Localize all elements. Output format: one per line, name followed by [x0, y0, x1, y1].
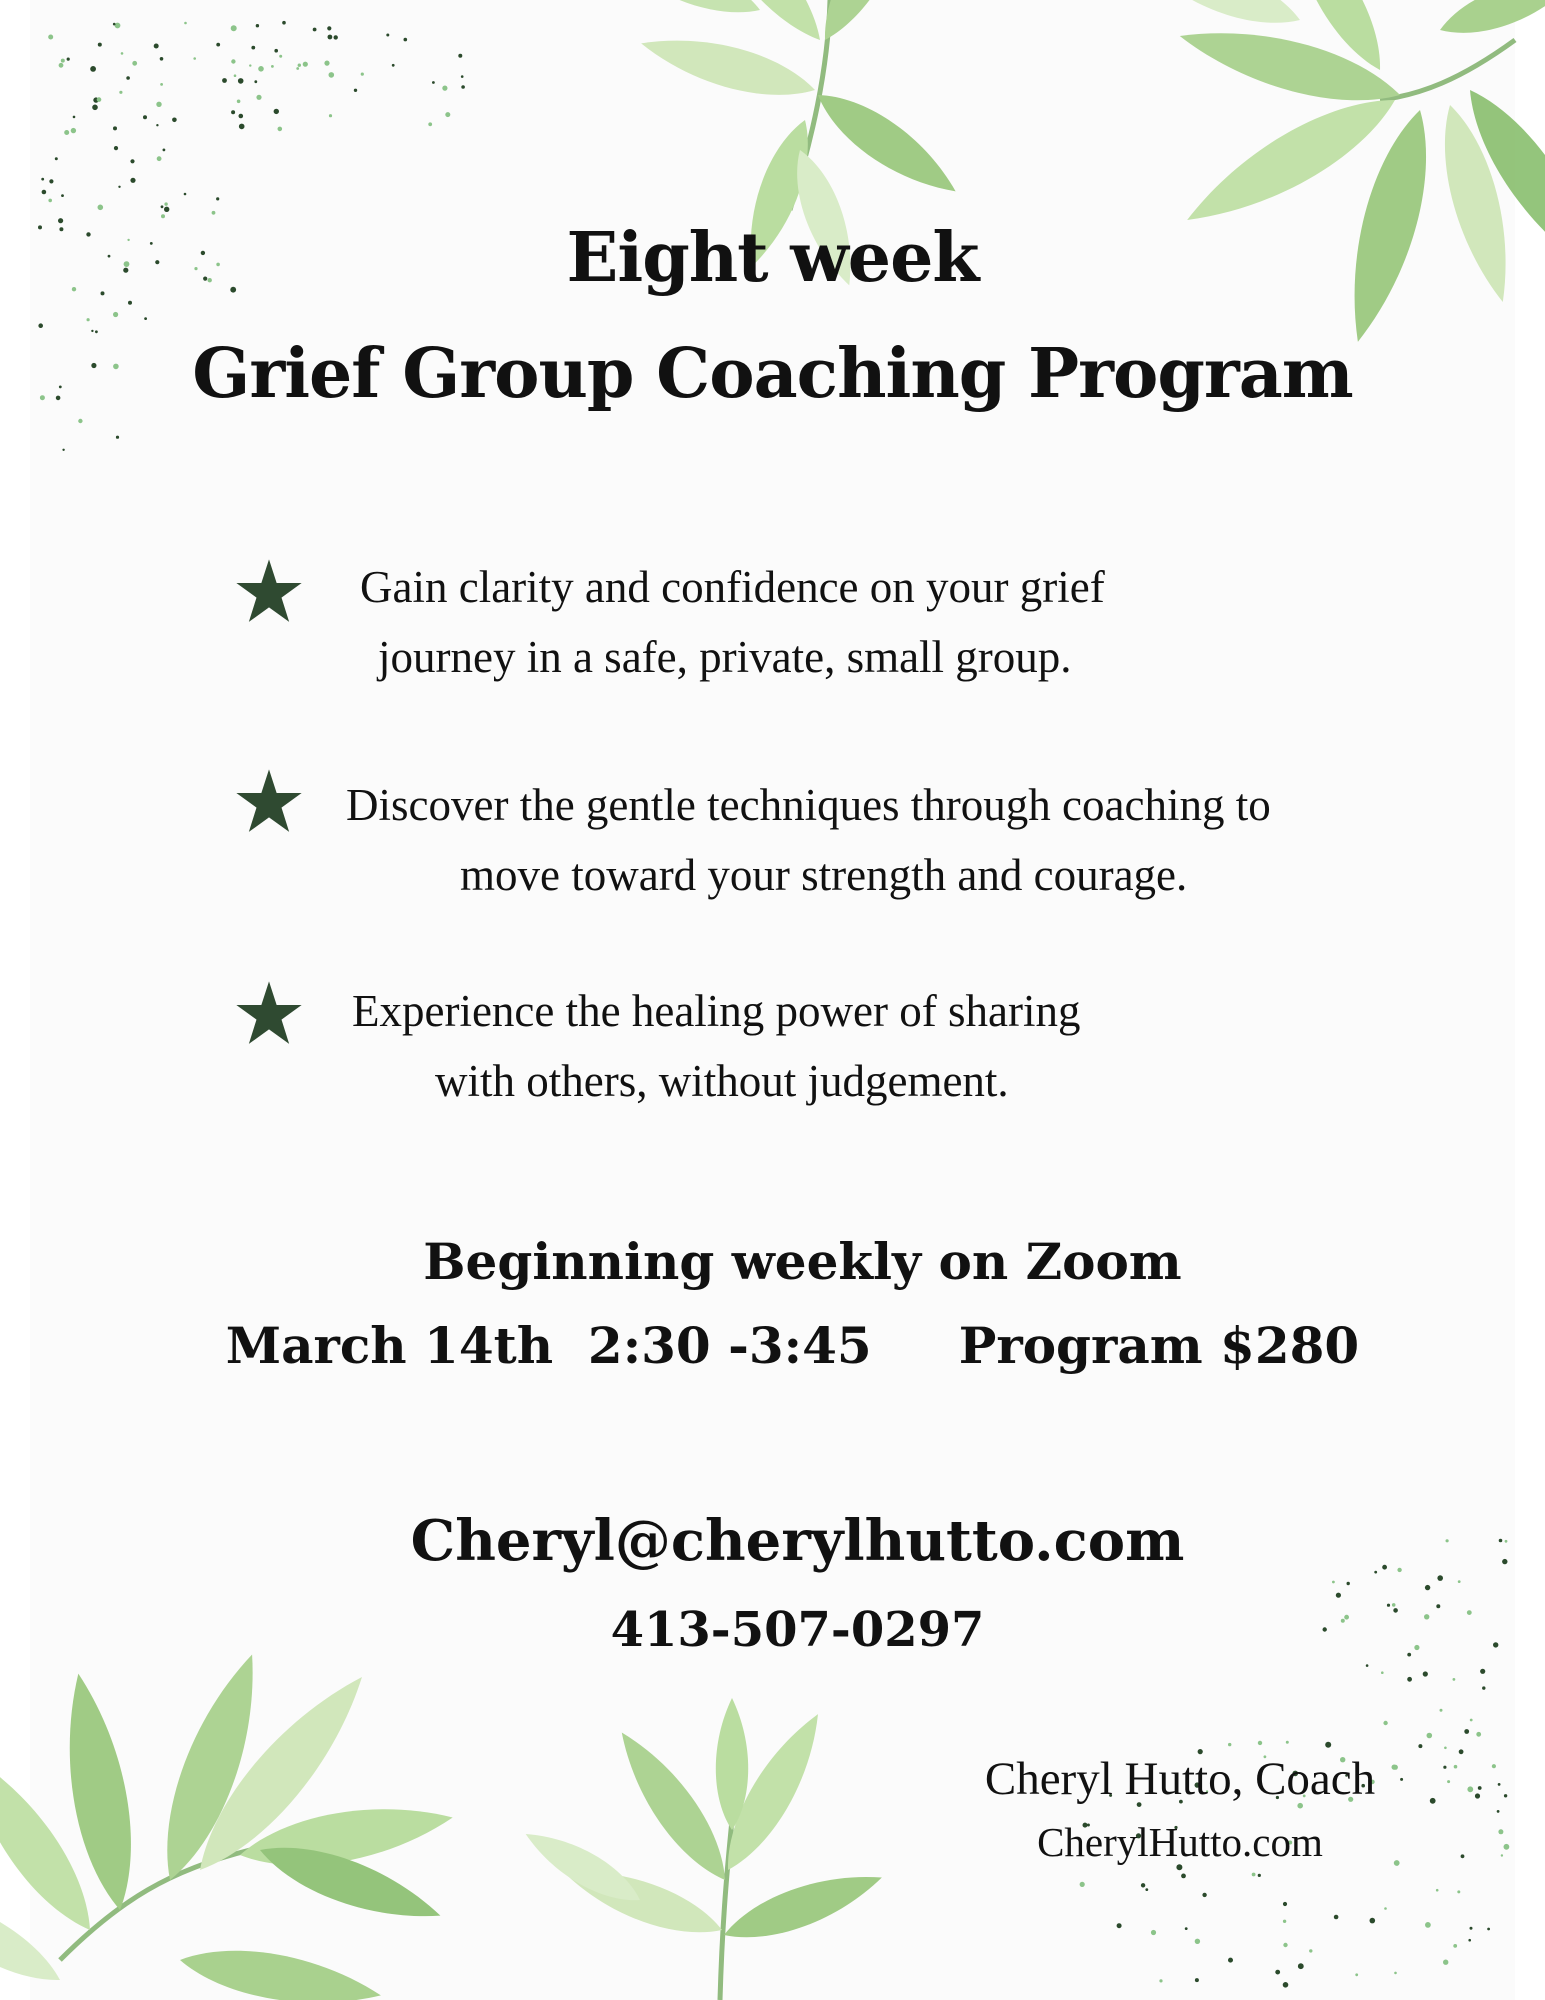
sparkle-dot [1468, 1939, 1471, 1942]
sparkle-dot [55, 157, 58, 160]
schedule-line-2: March 14th 2:30 -3:45 Program $280 [225, 1316, 1360, 1375]
sparkle-dot [87, 318, 90, 321]
sparkle-dot [62, 449, 64, 451]
sparkle-dot [61, 59, 65, 63]
sparkle-dot [256, 95, 261, 100]
sparkle-dot [49, 179, 53, 183]
sparkle-dot [404, 38, 408, 42]
benefit-2-line-2: move toward your strength and courage. [460, 850, 1188, 900]
sparkle-dot [97, 97, 102, 102]
sparkle-dot [212, 211, 216, 215]
sparkle-dot [1497, 1810, 1500, 1813]
sparkle-dot [1425, 1585, 1430, 1590]
title-line-2: Grief Group Coaching Program [192, 334, 1353, 414]
sparkle-dot [329, 114, 332, 117]
sparkle-dot [258, 66, 264, 72]
sparkle-dot [1444, 1747, 1447, 1750]
sparkle-dot [160, 57, 164, 61]
sparkle-dot [90, 66, 96, 72]
sparkle-dot [1492, 1764, 1496, 1768]
sparkle-dot [1228, 1743, 1231, 1746]
sparkle-dot [1258, 1741, 1262, 1745]
sparkle-dot [271, 65, 274, 68]
benefit-1-line-2: journey in a safe, private, small group. [378, 632, 1072, 682]
sparkle-dot [274, 109, 279, 114]
sparkle-dot [1487, 1928, 1490, 1931]
sparkle-dot [73, 116, 76, 119]
schedule-line-1: Beginning weekly on Zoom [423, 1232, 1182, 1291]
sparkle-dot [116, 436, 119, 439]
sparkle-dot [239, 114, 244, 119]
sparkle-dot [458, 54, 462, 58]
sparkle-dot [216, 43, 220, 47]
title-line-1: Eight week [566, 218, 979, 298]
sparkle-dot [1370, 1918, 1376, 1924]
sparkle-dot [91, 330, 93, 332]
sparkle-dot [1457, 1890, 1460, 1893]
star-icon [234, 558, 304, 624]
sparkle-dot [1181, 1874, 1186, 1879]
sparkle-dot [231, 59, 235, 63]
sparkle-dot [386, 34, 389, 37]
sparkle-dot [1470, 1927, 1473, 1930]
sparkle-dot [1159, 1979, 1162, 1982]
sparkle-dot [118, 186, 120, 188]
sparkle-dot [324, 61, 329, 66]
sparkle-dot [231, 110, 235, 114]
sparkle-dot [1436, 1889, 1439, 1892]
sparkle-dot [1334, 1915, 1339, 1920]
sparkle-dot [41, 178, 44, 181]
sparkle-dot [1475, 1793, 1480, 1798]
sparkle-dot [1437, 1575, 1443, 1581]
benefit-3-line-2: with others, without judgement. [435, 1056, 1009, 1106]
sparkle-dot [160, 83, 163, 86]
sparkle-dot [1298, 1963, 1304, 1969]
sparkle-dot [48, 199, 52, 203]
sparkle-dot [428, 122, 432, 126]
sparkle-dot [256, 24, 259, 27]
sparkle-dot [1447, 1780, 1450, 1783]
sparkle-dot [1443, 1960, 1448, 1965]
sparkle-dot [164, 207, 169, 212]
sparkle-dot [1440, 1709, 1443, 1712]
sparkle-dot [1117, 1923, 1122, 1928]
sparkle-dot [327, 26, 331, 30]
benefit-3-line-1: Experience the healing power of sharing [352, 986, 1081, 1036]
sparkle-dot [298, 63, 301, 66]
sparkle-dot [114, 146, 118, 150]
sparkle-dot [132, 61, 137, 66]
sparkle-dot [184, 22, 187, 25]
sparkle-dot [1286, 1741, 1289, 1744]
sparkle-dot [1202, 1893, 1206, 1897]
sparkle-dot [130, 159, 134, 163]
sparkle-dot [164, 202, 167, 205]
sparkle-dot [334, 35, 338, 39]
sparkle-dot [1325, 1742, 1331, 1748]
sparkle-dot [1458, 1580, 1461, 1583]
sparkle-dot [1430, 1798, 1436, 1804]
sparkle-dot [1185, 1927, 1188, 1930]
sparkle-dot [1504, 1844, 1510, 1850]
sparkle-dot [303, 62, 308, 67]
sparkle-dot [92, 105, 98, 111]
sparkle-dot [328, 35, 333, 40]
sparkle-dot [1283, 1943, 1287, 1947]
sparkle-dot [67, 58, 70, 61]
sparkle-dot [1347, 1582, 1350, 1585]
contact-email: Cheryl@cherylhutto.com [410, 1508, 1185, 1574]
sparkle-dot [1478, 1786, 1482, 1790]
signature-website: CherylHutto.com [1037, 1819, 1323, 1865]
sparkle-dot [113, 23, 116, 26]
sparkle-dot [251, 46, 255, 50]
sparkle-dot [1258, 1874, 1261, 1877]
sparkle-dot [1336, 1593, 1341, 1598]
sparkle-dot [1470, 1719, 1473, 1722]
sparkle-dot [1467, 1786, 1473, 1792]
sparkle-dot [216, 197, 219, 200]
sparkle-dot [163, 149, 166, 152]
sparkle-dot [1480, 1669, 1485, 1674]
star-icon [234, 980, 304, 1046]
sparkle-dot [1283, 1982, 1289, 1988]
sparkle-dot [1464, 1729, 1469, 1734]
sparkle-dot [121, 52, 124, 55]
sparkle-dot [38, 323, 43, 328]
sparkle-dot [361, 73, 364, 76]
sparkle-dot [1504, 1794, 1507, 1797]
sparkle-dot [119, 91, 122, 94]
sparkle-dot [156, 124, 158, 126]
sparkle-dot [1252, 1873, 1256, 1877]
sparkle-dot [157, 156, 162, 161]
sparkle-dot [113, 312, 118, 317]
sparkle-dot [279, 55, 282, 58]
sparkle-dot [1384, 1907, 1387, 1910]
sparkle-dot [143, 115, 147, 119]
sparkle-dot [1381, 1671, 1384, 1674]
sparkle-dot [130, 178, 135, 183]
sparkle-dot [1498, 1783, 1501, 1786]
benefit-2-line-1: Discover the gentle techniques through coaching to [346, 780, 1271, 830]
sparkle-dot [1228, 1958, 1233, 1963]
sparkle-dot [128, 301, 132, 305]
sparkle-dot [115, 23, 121, 29]
sparkle-dot [274, 49, 278, 53]
sparkle-dot [1461, 1854, 1465, 1858]
sparkle-dot [1443, 1766, 1446, 1769]
sparkle-dot [1394, 1972, 1397, 1975]
sparkle-dot [313, 28, 317, 32]
sparkle-dot [1423, 1671, 1428, 1676]
sparkle-dot [1501, 1854, 1503, 1856]
sparkle-dot [1355, 1973, 1358, 1976]
sparkle-dot [1498, 1829, 1503, 1834]
sparkle-dot [78, 419, 82, 423]
sparkle-dot [231, 25, 237, 31]
sparkle-dot [1459, 1749, 1464, 1754]
sparkle-dot [461, 85, 465, 89]
sparkle-dot [1151, 1930, 1156, 1935]
sparkle-dot [184, 193, 187, 196]
sparkle-dot [249, 64, 251, 66]
sparkle-dot [1453, 1944, 1457, 1948]
sparkle-dot [154, 44, 159, 49]
sparkle-dot [234, 74, 237, 77]
sparkle-dot [61, 194, 64, 197]
sparkle-dot [1482, 1686, 1485, 1689]
sparkle-dot [1283, 1920, 1286, 1923]
sparkle-dot [296, 67, 299, 70]
sparkle-dot [59, 63, 64, 68]
sparkle-dot [113, 126, 117, 130]
sparkle-dot [42, 190, 47, 195]
sparkle-dot [161, 205, 164, 208]
sparkle-dot [282, 21, 286, 25]
benefit-1-line-1: Gain clarity and confidence on your grief [360, 562, 1105, 612]
sparkle-dot [278, 127, 283, 132]
sparkle-dot [239, 124, 245, 130]
sparkle-dot [64, 130, 69, 135]
sparkle-dot [329, 72, 335, 78]
star-icon [234, 768, 304, 834]
sparkle-dot [1141, 1883, 1145, 1887]
sparkle-dot [172, 118, 177, 123]
sparkle-dot [48, 35, 53, 40]
sparkle-dot [1309, 1949, 1312, 1952]
sparkle-dot [71, 128, 76, 133]
sparkle-dot [1275, 1970, 1280, 1975]
contact-phone: 413-507-0297 [610, 1602, 985, 1658]
sparkle-dot [1195, 1978, 1199, 1982]
sparkle-dot [1407, 1677, 1412, 1682]
sparkle-dot [1283, 1902, 1287, 1906]
sparkle-dot [1427, 1733, 1433, 1739]
sparkle-dot [1080, 1882, 1085, 1887]
sparkle-dot [1425, 1922, 1431, 1928]
sparkle-dot [1195, 1939, 1200, 1944]
sparkle-dot [442, 86, 447, 91]
sparkle-dot [1454, 1765, 1458, 1769]
sparkle-dot [1145, 1888, 1148, 1891]
sparkle-dot [1366, 1664, 1369, 1667]
sparkle-dot [98, 43, 102, 47]
sparkle-dot [392, 64, 395, 67]
sparkle-dot [1418, 1744, 1422, 1748]
sparkle-dot [1383, 1721, 1387, 1725]
sparkle-dot [193, 57, 196, 60]
sparkle-dot [144, 317, 147, 320]
sparkle-dot [126, 76, 130, 80]
sparkle-dot [432, 81, 435, 84]
sparkle-dot [254, 80, 257, 83]
sparkle-dot [98, 205, 104, 211]
sparkle-dot [1453, 1678, 1456, 1681]
sparkle-dot [461, 75, 464, 78]
sparkle-dot [237, 100, 241, 104]
sparkle-dot [238, 78, 244, 84]
sparkle-dot [1332, 1581, 1335, 1584]
sparkle-dot [95, 330, 98, 333]
sparkle-dot [1476, 1732, 1481, 1737]
sparkle-dot [354, 89, 357, 92]
signature-name: Cheryl Hutto, Coach [984, 1753, 1376, 1805]
sparkle-dot [222, 78, 227, 83]
sparkle-dot [156, 102, 161, 107]
sparkle-dot [445, 112, 450, 117]
